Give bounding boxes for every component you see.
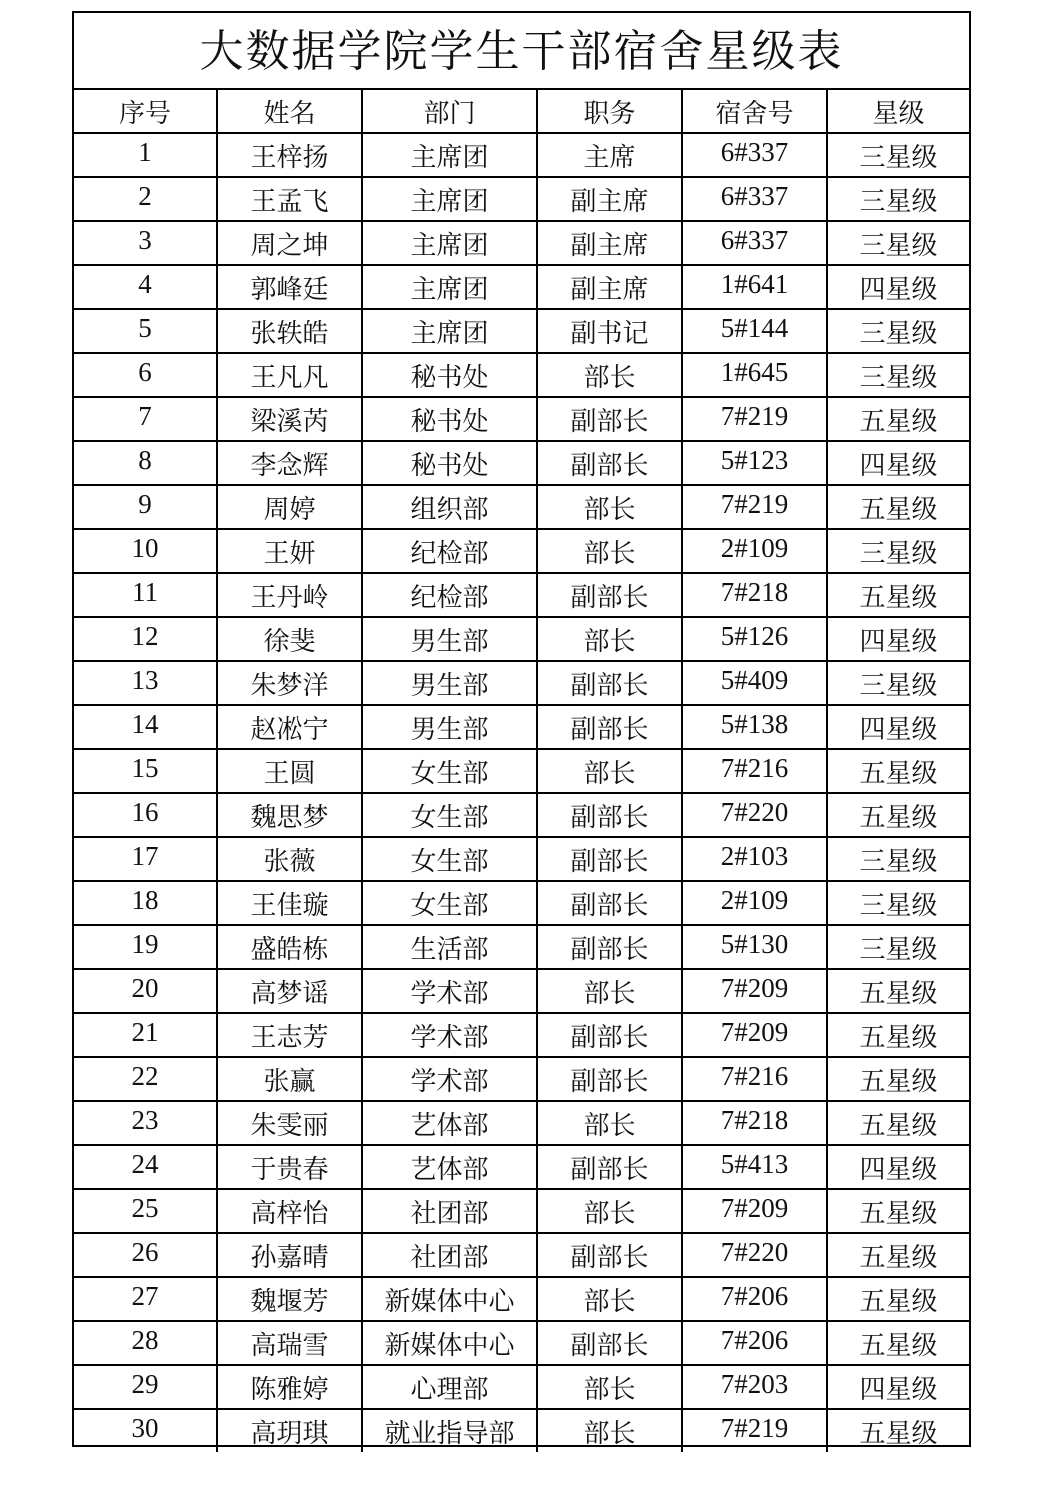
table-row — [74, 793, 969, 837]
cell-department: 主席团 — [362, 309, 537, 353]
cell-position: 副主席 — [537, 265, 682, 309]
cell-dorm-number: 2#109 — [682, 529, 827, 573]
table-title: 大数据学院学生干部宿舍星级表 — [74, 13, 969, 90]
cell-name: 盛皓栋 — [217, 925, 362, 969]
cell-position: 副部长 — [537, 661, 682, 705]
cell-name: 周之坤 — [217, 221, 362, 265]
table-row — [74, 1409, 969, 1452]
cell-department: 男生部 — [362, 705, 537, 749]
table-row — [74, 837, 969, 881]
cell-position: 副部长 — [537, 925, 682, 969]
cell-department: 主席团 — [362, 177, 537, 221]
cell-name: 高瑞雪 — [217, 1321, 362, 1365]
cell-position: 副主席 — [537, 221, 682, 265]
header-index: 序号 — [74, 90, 217, 133]
table-row — [74, 881, 969, 925]
cell-name: 孙嘉晴 — [217, 1233, 362, 1277]
cell-index: 16 — [74, 793, 217, 837]
cell-position: 部长 — [537, 617, 682, 661]
cell-position: 副部长 — [537, 793, 682, 837]
cell-dorm-number: 6#337 — [682, 177, 827, 221]
cell-position: 副部长 — [537, 881, 682, 925]
cell-star-level: 五星级 — [827, 1409, 969, 1452]
cell-position: 部长 — [537, 353, 682, 397]
cell-position: 部长 — [537, 1277, 682, 1321]
cell-dorm-number: 5#409 — [682, 661, 827, 705]
cell-star-level: 五星级 — [827, 793, 969, 837]
cell-index: 22 — [74, 1057, 217, 1101]
table-row — [74, 133, 969, 177]
cell-position: 部长 — [537, 1189, 682, 1233]
cell-name: 王妍 — [217, 529, 362, 573]
cell-position: 副部长 — [537, 705, 682, 749]
table-row — [74, 705, 969, 749]
table-row — [74, 265, 969, 309]
cell-star-level: 五星级 — [827, 1101, 969, 1145]
table-row — [74, 1101, 969, 1145]
table-row — [74, 485, 969, 529]
table-row — [74, 1321, 969, 1365]
cell-department: 秘书处 — [362, 441, 537, 485]
cell-department: 男生部 — [362, 617, 537, 661]
cell-star-level: 三星级 — [827, 529, 969, 573]
cell-index: 8 — [74, 441, 217, 485]
cell-name: 王圆 — [217, 749, 362, 793]
header-position: 职务 — [537, 90, 682, 133]
cell-index: 15 — [74, 749, 217, 793]
header-star-level: 星级 — [827, 90, 969, 133]
cell-department: 女生部 — [362, 793, 537, 837]
cell-department: 秘书处 — [362, 397, 537, 441]
cell-dorm-number: 7#209 — [682, 1013, 827, 1057]
cell-name: 王志芳 — [217, 1013, 362, 1057]
cell-dorm-number: 7#206 — [682, 1277, 827, 1321]
cell-department: 心理部 — [362, 1365, 537, 1409]
table-row — [74, 177, 969, 221]
cell-star-level: 五星级 — [827, 1013, 969, 1057]
cell-name: 赵凇宁 — [217, 705, 362, 749]
table-row — [74, 529, 969, 573]
cell-index: 30 — [74, 1409, 217, 1452]
table-row — [74, 1013, 969, 1057]
cell-name: 王佳璇 — [217, 881, 362, 925]
cell-star-level: 五星级 — [827, 1233, 969, 1277]
cell-star-level: 五星级 — [827, 1277, 969, 1321]
cell-department: 新媒体中心 — [362, 1321, 537, 1365]
table-row — [74, 1277, 969, 1321]
cell-position: 部长 — [537, 485, 682, 529]
cell-index: 18 — [74, 881, 217, 925]
cell-dorm-number: 7#220 — [682, 1233, 827, 1277]
cell-star-level: 四星级 — [827, 441, 969, 485]
cell-position: 副主席 — [537, 177, 682, 221]
table-row — [74, 573, 969, 617]
cell-position: 副部长 — [537, 1321, 682, 1365]
cell-dorm-number: 7#218 — [682, 573, 827, 617]
cell-department: 主席团 — [362, 221, 537, 265]
cell-dorm-number: 5#413 — [682, 1145, 827, 1189]
cell-star-level: 五星级 — [827, 573, 969, 617]
cell-department: 女生部 — [362, 881, 537, 925]
cell-position: 部长 — [537, 1365, 682, 1409]
cell-name: 高玥琪 — [217, 1409, 362, 1452]
cell-name: 王梓扬 — [217, 133, 362, 177]
cell-name: 张赢 — [217, 1057, 362, 1101]
cell-dorm-number: 7#219 — [682, 397, 827, 441]
cell-index: 27 — [74, 1277, 217, 1321]
table-row — [74, 749, 969, 793]
cell-position: 部长 — [537, 1409, 682, 1452]
table-row — [74, 661, 969, 705]
cell-name: 周婷 — [217, 485, 362, 529]
cell-dorm-number: 1#641 — [682, 265, 827, 309]
cell-position: 部长 — [537, 529, 682, 573]
cell-position: 部长 — [537, 969, 682, 1013]
cell-star-level: 五星级 — [827, 1321, 969, 1365]
cell-index: 3 — [74, 221, 217, 265]
cell-star-level: 四星级 — [827, 617, 969, 661]
cell-name: 张薇 — [217, 837, 362, 881]
cell-name: 魏堰芳 — [217, 1277, 362, 1321]
cell-dorm-number: 5#130 — [682, 925, 827, 969]
cell-index: 26 — [74, 1233, 217, 1277]
cell-index: 11 — [74, 573, 217, 617]
cell-name: 魏思梦 — [217, 793, 362, 837]
header-row — [74, 90, 969, 133]
cell-position: 副部长 — [537, 1145, 682, 1189]
table-row — [74, 925, 969, 969]
cell-index: 2 — [74, 177, 217, 221]
cell-index: 25 — [74, 1189, 217, 1233]
cell-star-level: 五星级 — [827, 485, 969, 529]
cell-position: 部长 — [537, 749, 682, 793]
dormitory-star-table — [72, 11, 971, 1447]
cell-position: 副部长 — [537, 441, 682, 485]
cell-star-level: 三星级 — [827, 925, 969, 969]
cell-index: 13 — [74, 661, 217, 705]
cell-department: 学术部 — [362, 969, 537, 1013]
cell-star-level: 四星级 — [827, 265, 969, 309]
cell-index: 28 — [74, 1321, 217, 1365]
cell-dorm-number: 7#216 — [682, 749, 827, 793]
cell-name: 郭峰廷 — [217, 265, 362, 309]
table-row — [74, 1057, 969, 1101]
cell-index: 21 — [74, 1013, 217, 1057]
cell-department: 社团部 — [362, 1233, 537, 1277]
cell-dorm-number: 7#219 — [682, 485, 827, 529]
cell-index: 1 — [74, 133, 217, 177]
cell-department: 主席团 — [362, 133, 537, 177]
cell-index: 4 — [74, 265, 217, 309]
table-row — [74, 617, 969, 661]
cell-index: 5 — [74, 309, 217, 353]
cell-name: 王凡凡 — [217, 353, 362, 397]
cell-star-level: 三星级 — [827, 661, 969, 705]
table-row — [74, 969, 969, 1013]
cell-department: 艺体部 — [362, 1101, 537, 1145]
cell-star-level: 五星级 — [827, 969, 969, 1013]
cell-index: 23 — [74, 1101, 217, 1145]
cell-name: 高梓怡 — [217, 1189, 362, 1233]
cell-position: 副书记 — [537, 309, 682, 353]
cell-index: 29 — [74, 1365, 217, 1409]
cell-dorm-number: 7#216 — [682, 1057, 827, 1101]
cell-index: 7 — [74, 397, 217, 441]
cell-name: 高梦谣 — [217, 969, 362, 1013]
cell-index: 12 — [74, 617, 217, 661]
cell-position: 副部长 — [537, 837, 682, 881]
cell-department: 纪检部 — [362, 529, 537, 573]
cell-dorm-number: 7#220 — [682, 793, 827, 837]
cell-index: 17 — [74, 837, 217, 881]
cell-department: 艺体部 — [362, 1145, 537, 1189]
cell-position: 副部长 — [537, 1013, 682, 1057]
table-row — [74, 353, 969, 397]
cell-star-level: 三星级 — [827, 881, 969, 925]
cell-star-level: 五星级 — [827, 397, 969, 441]
cell-star-level: 三星级 — [827, 309, 969, 353]
cell-position: 副部长 — [537, 1233, 682, 1277]
cell-department: 纪检部 — [362, 573, 537, 617]
cell-index: 19 — [74, 925, 217, 969]
cell-dorm-number: 2#103 — [682, 837, 827, 881]
cell-name: 朱雯丽 — [217, 1101, 362, 1145]
cell-star-level: 四星级 — [827, 1145, 969, 1189]
cell-dorm-number: 2#109 — [682, 881, 827, 925]
cell-department: 女生部 — [362, 749, 537, 793]
cell-dorm-number: 7#209 — [682, 1189, 827, 1233]
cell-position: 副部长 — [537, 1057, 682, 1101]
table-row — [74, 1189, 969, 1233]
cell-name: 朱梦洋 — [217, 661, 362, 705]
cell-name: 王孟飞 — [217, 177, 362, 221]
table-row — [74, 1233, 969, 1277]
cell-name: 徐斐 — [217, 617, 362, 661]
cell-index: 6 — [74, 353, 217, 397]
header-name: 姓名 — [217, 90, 362, 133]
cell-star-level: 三星级 — [827, 221, 969, 265]
cell-department: 男生部 — [362, 661, 537, 705]
cell-dorm-number: 7#206 — [682, 1321, 827, 1365]
cell-department: 主席团 — [362, 265, 537, 309]
cell-star-level: 三星级 — [827, 177, 969, 221]
header-dorm-number: 宿舍号 — [682, 90, 827, 133]
cell-name: 陈雅婷 — [217, 1365, 362, 1409]
cell-dorm-number: 7#218 — [682, 1101, 827, 1145]
table-row — [74, 1145, 969, 1189]
cell-index: 14 — [74, 705, 217, 749]
cell-index: 20 — [74, 969, 217, 1013]
cell-dorm-number: 5#144 — [682, 309, 827, 353]
cell-name: 王丹岭 — [217, 573, 362, 617]
table-row — [74, 309, 969, 353]
cell-dorm-number: 5#126 — [682, 617, 827, 661]
cell-position: 副部长 — [537, 573, 682, 617]
cell-department: 社团部 — [362, 1189, 537, 1233]
cell-position: 部长 — [537, 1101, 682, 1145]
cell-star-level: 五星级 — [827, 749, 969, 793]
cell-position: 副部长 — [537, 397, 682, 441]
cell-department: 学术部 — [362, 1057, 537, 1101]
cell-department: 生活部 — [362, 925, 537, 969]
cell-department: 学术部 — [362, 1013, 537, 1057]
cell-index: 9 — [74, 485, 217, 529]
cell-department: 组织部 — [362, 485, 537, 529]
table-row — [74, 1365, 969, 1409]
cell-star-level: 三星级 — [827, 837, 969, 881]
cell-dorm-number: 5#138 — [682, 705, 827, 749]
cell-dorm-number: 7#209 — [682, 969, 827, 1013]
cell-dorm-number: 5#123 — [682, 441, 827, 485]
data-table — [74, 90, 969, 1452]
header-department: 部门 — [362, 90, 537, 133]
cell-index: 24 — [74, 1145, 217, 1189]
cell-department: 秘书处 — [362, 353, 537, 397]
cell-name: 张轶皓 — [217, 309, 362, 353]
cell-star-level: 四星级 — [827, 705, 969, 749]
cell-star-level: 三星级 — [827, 133, 969, 177]
table-row — [74, 441, 969, 485]
cell-dorm-number: 6#337 — [682, 133, 827, 177]
cell-position: 主席 — [537, 133, 682, 177]
cell-name: 于贵春 — [217, 1145, 362, 1189]
cell-index: 10 — [74, 529, 217, 573]
cell-dorm-number: 1#645 — [682, 353, 827, 397]
cell-star-level: 五星级 — [827, 1057, 969, 1101]
cell-dorm-number: 6#337 — [682, 221, 827, 265]
cell-star-level: 四星级 — [827, 1365, 969, 1409]
cell-department: 女生部 — [362, 837, 537, 881]
table-row — [74, 221, 969, 265]
cell-name: 梁溪芮 — [217, 397, 362, 441]
cell-star-level: 三星级 — [827, 353, 969, 397]
cell-department: 新媒体中心 — [362, 1277, 537, 1321]
cell-star-level: 五星级 — [827, 1189, 969, 1233]
cell-department: 就业指导部 — [362, 1409, 537, 1452]
table-row — [74, 397, 969, 441]
cell-dorm-number: 7#219 — [682, 1409, 827, 1452]
cell-dorm-number: 7#203 — [682, 1365, 827, 1409]
cell-name: 李念辉 — [217, 441, 362, 485]
